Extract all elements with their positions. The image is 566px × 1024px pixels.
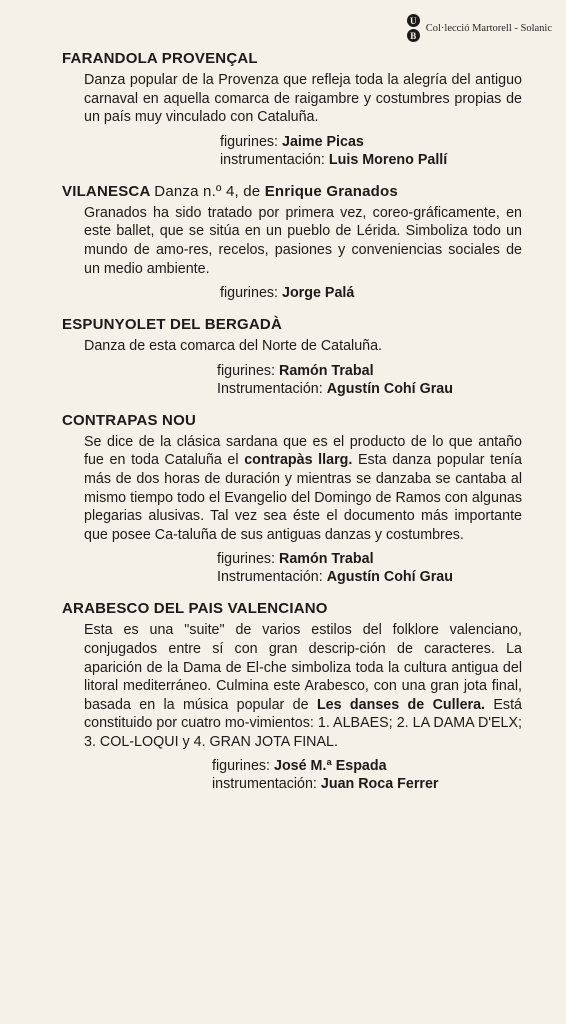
collection-header (407, 14, 552, 42)
credits-block (62, 362, 522, 398)
programme-notes (62, 50, 522, 807)
emphasized-term: contrapàs llarg. (244, 452, 353, 469)
credit-name: Jorge Palá (282, 285, 355, 302)
credit-line: figurines: Jaime Picas (220, 133, 364, 150)
credit-line: Instrumentación: Agustín Cohí Grau (217, 569, 453, 586)
publisher-logo (407, 14, 420, 42)
credits-block (62, 133, 522, 169)
credit-line: figurines: José M.ª Espada (212, 758, 387, 775)
dance-section (62, 412, 522, 587)
credit-name: Agustín Cohí Grau (326, 380, 453, 397)
credits-block (62, 550, 522, 586)
logo-letter-b: B (407, 29, 420, 42)
composer-name: Enrique Granados (264, 182, 398, 200)
credit-name: Ramón Trabal (279, 551, 374, 568)
credit-name: Ramón Trabal (279, 362, 374, 379)
dance-description: Granados ha sido tratado por primera vez, coreo-gráficamente, en este ballet, que se sitúa en un pueblo de Lérida. Simboliza todo un mundo de amo-res, recelos, pasiones y conveniencias sociales de un medio ambiente. (84, 204, 522, 277)
credit-line: instrumentación: Luis Moreno Pallí (220, 151, 448, 168)
dance-description: Se dice de la clásica sardana que es el producto de lo que antaño fue en toda Cataluña el contrapàs llarg. Esta danza popular tenía más de dos horas de duración y mientras se danzaba se cantaba al mismo tiempo todo el Evangelio del Domingo de Ramos con algunas plegarias alusivas. Tal vez sea éste el documento más importante que posee Ca-taluña de sus antiguas danzas y costumbres. (84, 433, 522, 543)
credit-name: Jaime Picas (282, 133, 364, 150)
credit-line: figurines: Jorge Palá (220, 285, 355, 302)
credit-name: Luis Moreno Pallí (328, 151, 448, 168)
dance-title: ESPUNYOLET DEL BERGADÀ (62, 316, 282, 334)
dance-title: CONTRAPAS NOU (62, 411, 196, 429)
emphasized-term: Les danses de Cullera. (316, 696, 486, 713)
dance-section (62, 600, 522, 793)
dance-description: Danza de esta comarca del Norte de Cataluña. (84, 338, 383, 355)
credits-block (62, 284, 522, 302)
dance-section (62, 50, 522, 169)
collection-name: Col·lecció Martorell - Solanic (425, 22, 552, 34)
credit-line: instrumentación: Juan Roca Ferrer (212, 776, 439, 793)
dance-description: Esta es una "suite" de varios estilos del folklore valenciano, conjugados entre sí con gran descrip-ción de caracteres. La aparición de la Dama de El-che simboliza toda la cultura antigua del litoral mediterráneo. Culmina este Arabesco, con una gran jota final, basada en la música popular de Les danses de Cullera. Está constituido por cuatro mo-vimientos: 1. ALBAES; 2. LA DAMA D'ELX; 3. COL-LOQUI y 4. GRAN JOTA FINAL. (84, 622, 522, 750)
dance-title: ARABESCO DEL PAIS VALENCIANO (62, 600, 328, 618)
credit-line: figurines: Ramón Trabal (217, 362, 374, 379)
dance-subtitle: Danza n.º 4, de (154, 182, 261, 200)
dance-title: VILANESCA Danza n.º 4, de Enrique Granados (62, 182, 398, 200)
credits-block (62, 757, 522, 793)
dance-description: Danza popular de la Provenza que refleja toda la alegría del antiguo carnaval en aquella comarca de raigambre y costumbres propias de un país muy vinculado con Cataluña. (84, 72, 522, 126)
logo-letter-u: U (407, 14, 420, 27)
dance-section (62, 183, 522, 302)
credit-line: figurines: Ramón Trabal (217, 551, 374, 568)
credit-name: Agustín Cohí Grau (326, 569, 453, 586)
dance-title: FARANDOLA PROVENÇAL (62, 50, 258, 67)
credit-name: Juan Roca Ferrer (320, 776, 439, 793)
credit-name: José M.ª Espada (274, 758, 387, 775)
credit-line: Instrumentación: Agustín Cohí Grau (217, 380, 453, 397)
dance-section (62, 316, 522, 398)
